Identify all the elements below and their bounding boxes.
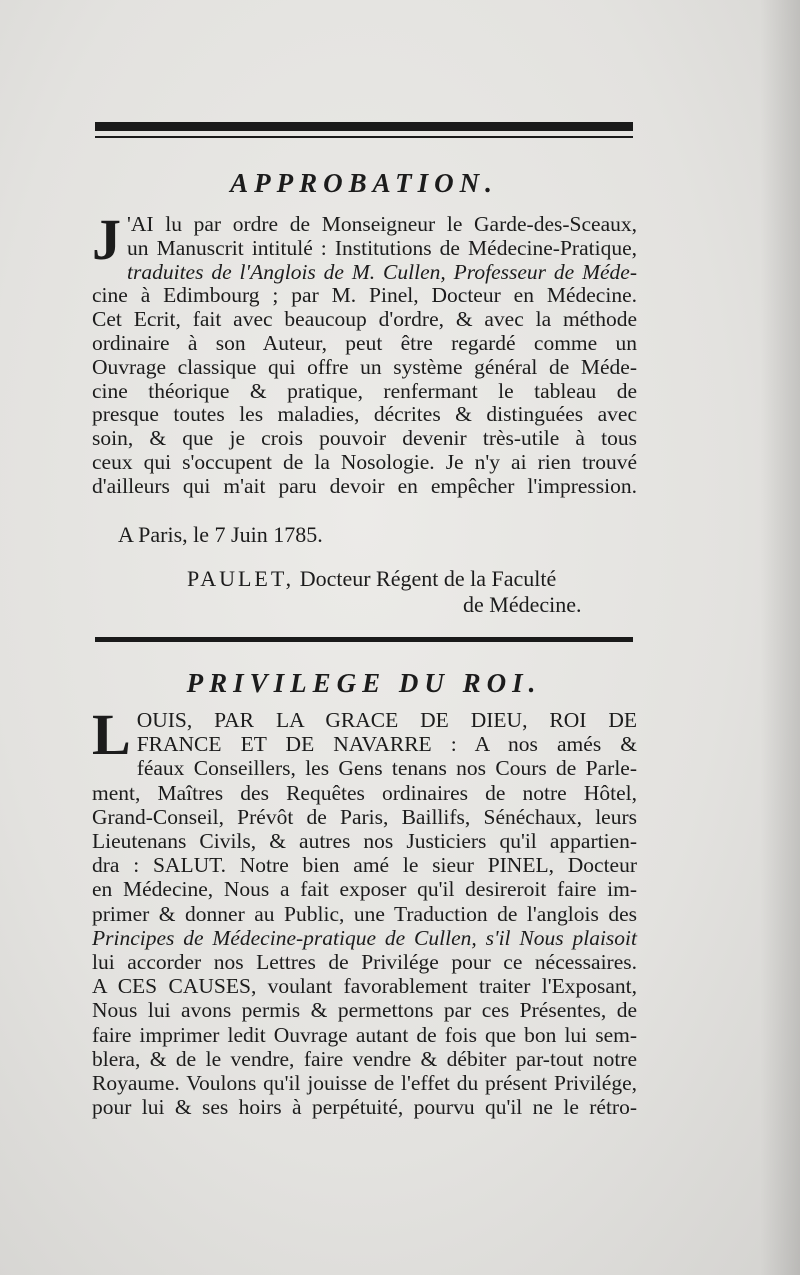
privilege-line: lui accorder nos Lettres de Privilége pour ce nécessaires. [92,950,637,975]
privilege-line: dra : SALUT. Notre bien amé le sieur PINEL, Docteur [92,853,637,878]
approbation-line: presque toutes les maladies, décrites & distinguées avec [92,402,637,427]
privilege-line: en Médecine, Nous a fait exposer qu'il desireroit faire im- [92,877,637,902]
middle-rule [95,637,633,642]
approbation-date: A Paris, le 7 Juin 1785. [118,522,323,547]
approbation-signature [187,566,556,592]
approbation-line: un Manuscrit intitulé : Institutions de Médecine-Pratique, [127,235,637,260]
privilege-line: OUIS, PAR LA GRACE DE DIEU, ROI DE [136,708,637,732]
privilege-line: primer & donner au Public, une Traduction de l'anglois des [92,901,637,926]
signature-name: PAULET, [187,566,295,591]
signature-title-line1: Docteur Régent de la Faculté [294,566,557,591]
approbation-line: traduites de l'Anglois de M. Cullen, Professeur de Méde- [127,259,637,284]
privilege-heading: PRIVILEGE DU ROI. [186,668,542,698]
privilege-line: blera, & de le vendre, faire vendre & débiter par-tout notre [92,1046,637,1071]
approbation-dropcap: J [92,207,121,272]
privilege-line: Royaume. Voulons qu'il jouisse de l'effet du présent Privilége, [92,1071,637,1096]
approbation-line: Cet Ecrit, fait avec beaucoup d'ordre, & avec la méthode [92,307,637,332]
approbation-paragraph [92,207,637,499]
privilege-line: Principes de Médecine-pratique de Cullen, s'il Nous plaisoit [92,925,637,950]
signature-title-line2: de Médecine. [463,592,582,617]
approbation-line: soin, & que je crois pouvoir devenir très-utile à tous [92,426,637,451]
privilege-line: pour lui & ses hoirs à perpétuité, pourvu qu'il ne le rétro- [92,1095,637,1120]
privilege-line: Lieutenans Civils, & autres nos Justiciers qu'il appartien- [92,829,637,854]
approbation-line: Ouvrage classique qui offre un système général de Méde- [92,354,637,379]
top-rule-thick [95,122,633,131]
privilege-line: faire imprimer ledit Ouvrage autant de fois que bon lui sem- [92,1022,637,1047]
page-edge-shadow [760,0,800,1275]
privilege-line: Nous lui avons permis & permettons par ces Présentes, de [92,998,637,1023]
approbation-line: cine à Edimbourg ; par M. Pinel, Docteur en Médecine. [92,283,637,308]
privilege-line: FRANCE ET DE NAVARRE : A nos amés & [136,732,637,757]
approbation-line: d'ailleurs qui m'ait paru devoir en empêcher l'impression. [92,473,637,498]
privilege-line: féaux Conseillers, les Gens tenans nos Cours de Parle- [136,756,637,781]
approbation-heading: APPROBATION. [230,168,498,198]
approbation-line: 'AI lu par ordre de Monseigneur le Garde-des-Sceaux, [127,212,637,236]
privilege-line: A CES CAUSES, voulant favorablement traiter l'Exposant, [92,974,637,999]
approbation-line: cine théorique & pratique, renfermant le tableau de [92,378,637,403]
privilege-paragraph [92,702,637,1120]
approbation-line: ceux qui s'occupent de la Nosologie. Je n'y ai rien trouvé [92,449,637,474]
privilege-line: ment, Maîtres des Requêtes ordinaires de notre Hôtel, [92,780,637,805]
privilege-dropcap: L [92,702,131,767]
privilege-line: Grand-Conseil, Prévôt de Paris, Baillifs, Sénéchaux, leurs [92,804,637,829]
top-rule-thin [95,136,633,138]
approbation-line: ordinaire à son Auteur, peut être regardé comme un [92,330,637,355]
